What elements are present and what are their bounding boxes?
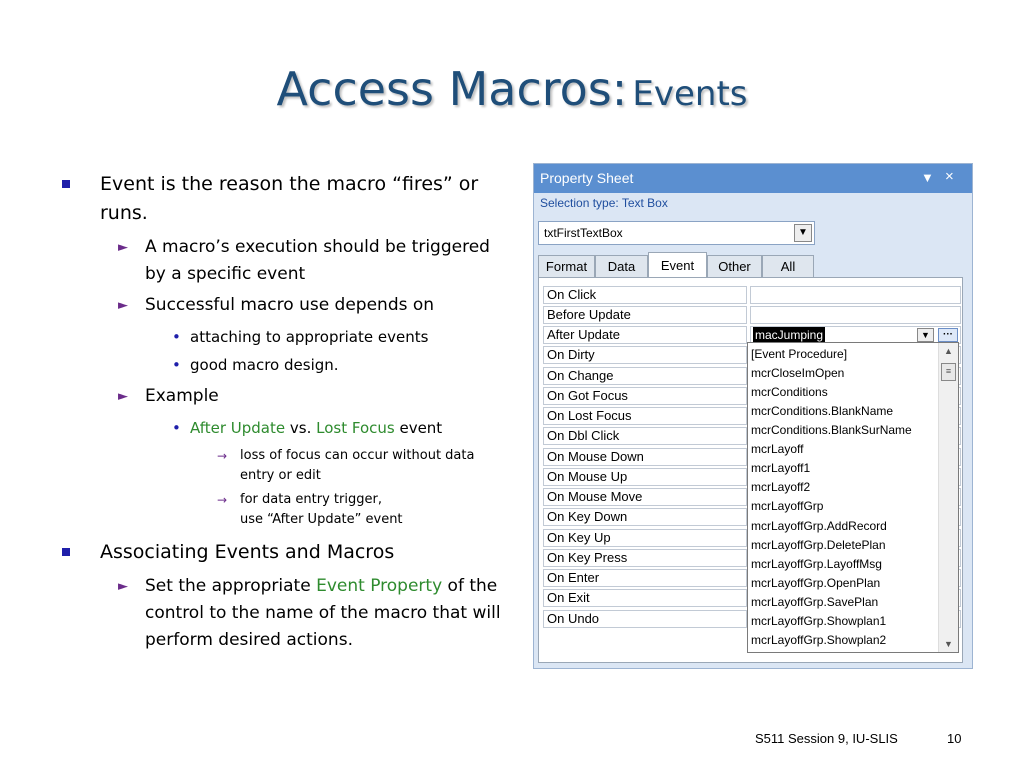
property-name: On Key Down <box>543 508 747 526</box>
slide-title <box>0 62 1024 116</box>
dropdown-item[interactable]: mcrLayoffGrp.SavePlan <box>751 595 879 609</box>
bullet-l2: ► Successful macro use depends on <box>62 292 502 319</box>
property-name: On Dirty <box>543 346 747 364</box>
chevron-down-icon[interactable]: ▼ <box>917 328 934 342</box>
dropdown-item[interactable]: mcrLayoffGrp.DeletePlan <box>751 538 886 552</box>
property-name: On Key Up <box>543 529 747 547</box>
bullet-l1: Event is the reason the macro “fires” or runs. <box>62 170 502 228</box>
arrow-bullet-icon: → <box>217 449 228 463</box>
selection-type-label: Selection type: Text Box <box>540 196 668 210</box>
bullet-l2: ► A macro’s execution should be triggered by a specific event <box>62 234 502 288</box>
scroll-up-icon[interactable]: ▲ <box>944 346 953 356</box>
property-row[interactable] <box>543 286 961 305</box>
scroll-thumb[interactable]: ≡ <box>941 363 956 381</box>
dropdown-item[interactable]: [Event Procedure] <box>751 347 848 361</box>
property-row[interactable] <box>543 306 961 325</box>
dropdown-scrollbar[interactable] <box>938 343 958 652</box>
title-sub: Events <box>632 74 748 114</box>
chevron-down-icon[interactable]: ▼ <box>921 170 934 185</box>
tab-data[interactable]: Data <box>595 255 648 278</box>
dot-bullet-icon: • <box>172 419 181 437</box>
dropdown-item[interactable]: mcrLayoffGrp.OpenPlan <box>751 576 881 590</box>
macro-dropdown-list <box>747 342 959 653</box>
square-bullet-icon <box>62 548 70 556</box>
property-value[interactable] <box>750 286 961 304</box>
triangle-bullet-icon: ► <box>118 298 128 313</box>
property-name: After Update <box>543 326 747 344</box>
object-selector[interactable] <box>538 221 815 245</box>
dropdown-item[interactable]: mcrLayoffGrp.Showplan1 <box>751 614 887 628</box>
dropdown-item[interactable]: mcrConditions.BlankName <box>751 404 894 418</box>
property-name: On Dbl Click <box>543 427 747 445</box>
tab-other[interactable]: Other <box>707 255 762 278</box>
bullet-l1: Associating Events and Macros <box>62 538 502 567</box>
object-selector-value: txtFirstTextBox <box>544 226 623 240</box>
property-name: Before Update <box>543 306 747 324</box>
dot-bullet-icon: • <box>172 328 181 346</box>
close-icon[interactable]: × <box>945 168 954 185</box>
bullet-l2: ► Example <box>62 383 502 410</box>
property-sheet-title: Property Sheet <box>540 170 634 186</box>
dropdown-item[interactable]: mcrLayoffGrp.LayoffMsg <box>751 557 882 571</box>
property-name: On Enter <box>543 569 747 587</box>
property-name: On Got Focus <box>543 387 747 405</box>
dropdown-item[interactable]: mcrLayoff2 <box>751 480 811 494</box>
property-name: On Key Press <box>543 549 747 567</box>
property-name: On Mouse Move <box>543 488 747 506</box>
footer-course: S511 Session 9, IU-SLIS <box>755 731 898 746</box>
dropdown-item[interactable]: mcrLayoff1 <box>751 461 811 475</box>
triangle-bullet-icon: ► <box>118 389 128 404</box>
square-bullet-icon <box>62 180 70 188</box>
bullet-l3: • good macro design. <box>62 351 502 379</box>
triangle-bullet-icon: ► <box>118 579 128 594</box>
dot-bullet-icon: • <box>172 356 181 374</box>
property-value[interactable] <box>750 306 961 324</box>
property-name: On Change <box>543 367 747 385</box>
scroll-down-icon[interactable]: ▼ <box>944 639 953 649</box>
chevron-down-icon[interactable]: ▼ <box>794 224 812 242</box>
property-name: On Click <box>543 286 747 304</box>
property-name: On Lost Focus <box>543 407 747 425</box>
after-update-value-text: macJumping <box>755 328 824 342</box>
dropdown-item[interactable]: mcrLayoff <box>751 442 804 456</box>
dropdown-item[interactable]: mcrConditions.BlankSurName <box>751 423 912 437</box>
property-name: On Mouse Up <box>543 468 747 486</box>
tab-format[interactable]: Format <box>538 255 595 278</box>
bullet-l3: • attaching to appropriate events <box>62 323 502 351</box>
tab-event[interactable]: Event <box>648 252 707 279</box>
property-sheet-titlebar <box>534 164 972 193</box>
arrow-bullet-icon: → <box>217 493 228 507</box>
triangle-bullet-icon: ► <box>118 240 128 255</box>
dropdown-item[interactable]: mcrLayoffGrp.AddRecord <box>751 519 887 533</box>
property-name: On Undo <box>543 610 747 628</box>
title-main: Access Macros: <box>276 62 628 116</box>
bullet-list <box>62 170 502 658</box>
footer-page-number: 10 <box>947 731 962 746</box>
dropdown-item[interactable]: mcrLayoffGrp.Showplan2 <box>751 633 887 647</box>
bullet-l3: • After Update vs. Lost Focus event <box>62 414 502 442</box>
ellipsis-builder-icon[interactable]: ··· <box>938 328 958 342</box>
property-name: On Mouse Down <box>543 448 747 466</box>
tab-all[interactable]: All <box>762 255 814 278</box>
dropdown-item[interactable]: mcrCloseImOpen <box>751 366 845 380</box>
dropdown-item[interactable]: mcrLayoffGrp <box>751 499 824 513</box>
bullet-l4: → loss of focus can occur without data entry or edit <box>217 448 475 483</box>
bullet-l2: ► Set the appropriate Event Property of the control to the name of the macro that will perform desired actions. <box>62 573 502 654</box>
bullet-l4: → for data entry trigger, use “After Update” event <box>217 492 403 527</box>
property-name: On Exit <box>543 589 747 607</box>
dropdown-item[interactable]: mcrConditions <box>751 385 828 399</box>
property-sheet-window <box>533 163 973 669</box>
